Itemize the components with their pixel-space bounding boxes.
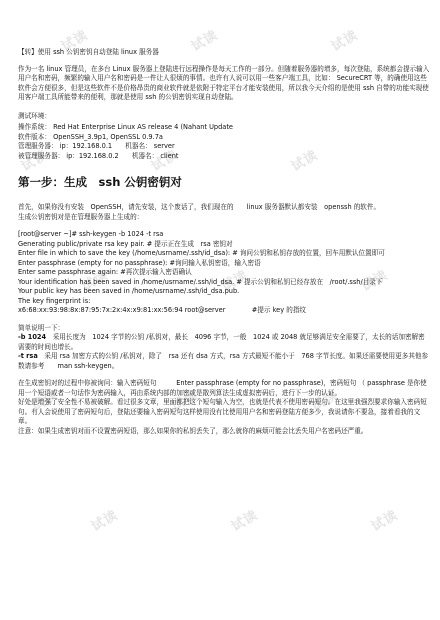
section-heading: 第一步：生成 ssh 公钥密钥对 <box>18 175 182 189</box>
terminal-line: The key fingerprint is: <box>18 296 91 305</box>
watermark: 试读 <box>219 267 251 295</box>
closing-paragraph: 注意：如果生成密钥对而不设置密码短语，那么如果你的私钥丢失了，那么就你的麻烦可能会比丢失用户名密码还严重。 <box>18 426 368 435</box>
watermark: 试读 <box>229 507 261 535</box>
step-intro-line: 生成公钥密钥对是在管理服务器上生成的： <box>18 212 144 221</box>
closing-paragraph: 好处是增强了安全性不易被破解。看过很多文章，里面都把这个短句输入为空，也就是代表不使用密码短句。在这里我强烈要求你输入密码短句。有人会说使用了密码短句后，登陆还要输入密码短句这样使用没有比使用用户名和密码登陆方便多少，我说请你不要急，接着看我的文章。 <box>18 398 427 425</box>
env-line: 被管理服务器： ip：192.168.0.2 机器名： client <box>18 151 179 160</box>
watermark: 试读 <box>59 27 91 55</box>
terminal-line: Generating public/private rsa key pair. # 提示正在生成 rsa 密钥对 <box>18 239 233 248</box>
watermark: 试读 <box>369 507 401 535</box>
document-title: 【转】使用 ssh 公钥密钥自动登陆 linux 服务器 <box>18 48 159 56</box>
terminal-line: [root@server ~]# ssh-keygen -b 1024 -t rsa <box>18 230 164 238</box>
env-line: 操作系统： Red Hat Enterprise Linux AS release 4 (Nahant Update <box>18 123 233 131</box>
watermark: 试读 <box>89 507 121 535</box>
env-line: 管理服务器： ip：192.168.0.1 机器名： server <box>18 142 175 150</box>
terminal-line: Enter passphrase (empty for no passphrase): #询问输入私钥密语，输入密语 <box>18 258 261 267</box>
terminal-line: Your public key has been saved in /home/usrname/.ssh/id_dsa.pub. <box>18 287 240 295</box>
explain-flag: -b 1024 <box>18 333 47 341</box>
watermark: 试读 <box>169 387 201 415</box>
terminal-line: x6:68:xx:93:98:8x:87:95:7x:2x:4x:x9:81:xx:56:94 root@server #提示 key 的指纹 <box>18 306 307 314</box>
watermark: 试读 <box>289 147 321 175</box>
terminal-line: Your identification has been saved in /home/usrname/.ssh/id_dsa. # 提示公钥和私钥已经存放在 /root/.ssh/目录下 <box>18 277 383 286</box>
terminal-line: Enter file in which to save the key (/home/usrname/.ssh/id_dsa): # 询问公钥和私钥存放的位置，回车用默认位置即可 <box>18 249 385 257</box>
watermark: 试读 <box>19 147 51 175</box>
watermark: 试读 <box>149 147 181 175</box>
watermark: 试读 <box>329 27 361 55</box>
watermark: 试读 <box>79 267 111 295</box>
watermark: 试读 <box>359 267 391 295</box>
watermark: 试读 <box>189 27 221 55</box>
explain-flag: -t rsa <box>18 352 38 360</box>
explain-text: 采用长度为 1024 字节的公钥 /私钥对，最长 4096 字节，一般 1024 或 2048 就足够满足安全需要了，太长的话加密解密需要的时间也增长。 <box>18 333 425 351</box>
env-title: 测试环境： <box>18 111 51 120</box>
watermark: 试读 <box>29 387 61 415</box>
terminal-line: Enter same passphrase again: #再次提示输入密语确认 <box>18 268 192 276</box>
env-line: 软件版本： OpenSSH_3.9p1, OpenSSL 0.9.7a <box>18 132 163 141</box>
watermark: 试读 <box>309 387 341 415</box>
document-body <box>18 48 430 436</box>
intro-paragraph: 作为一名 linux 管理员，在多台 Linux 服务器上登陆进行远程操作是每天工作的一部分。但随着服务器的增多，每次登陆，系统都会提示输入用户名和密码，频繁的输入用户名和密码是一件让人很烦的事情。也许有人说可以用一些客户端工具，比如： SecureCRT 等，的确使用这些软件会方便很多，但是这些软件不是价格昂贵的商业软件就是依附于特定平台才能安装使用，所以我今天介绍的是使用 ssh 自带的功能实现使用客户端工具所能带来的便利，那就是使用 ssh 的公钥密钥实现自动登陆。 <box>18 64 430 101</box>
step-intro-line: 首先，如果你没有安装 OpenSSH，请先安装，这个废话了，我们现在的 linux 服务器默认都安装 openssh 的软件。 <box>18 203 381 211</box>
explain-item <box>18 333 430 352</box>
closing-paragraph: 在生成密钥对的过程中你被询问：输入密码短句 Enter passphrase (empty for no passphrase)，密码短句 （ passphrase 是你使用一个短语或者一句话作为密码输入，再由系统内部的加密或是散列算法生成虚拟密码后，进行下一步的认证。 <box>18 379 427 397</box>
explain-title: 简单说明一下： <box>18 323 65 332</box>
explain-text: 采用 rsa 加密方式的公钥 /私钥对，除了 rsa 还有 dsa 方式，rsa 方式最短不能小于 768 字节长度。如果还需要使用更多其他参数请参考 man ssh-keygen。 <box>18 352 429 370</box>
explain-item <box>18 352 430 371</box>
